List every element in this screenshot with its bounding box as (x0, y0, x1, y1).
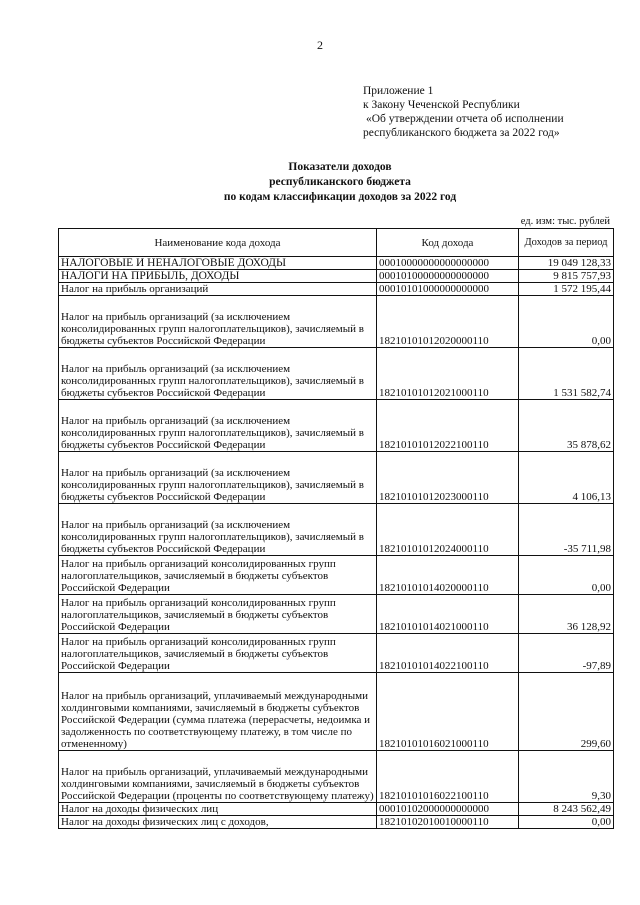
row-code: 18210101012021000110 (377, 348, 519, 400)
row-value: 36 128,92 (519, 595, 614, 634)
table-header-row (59, 229, 614, 257)
row-name: Налог на прибыль организаций, уплачиваемый международными холдинговыми компаниями, зачисляемый в бюджеты субъектов Российской Федерации (проценты по соответствующему платежу) (59, 751, 377, 803)
row-value: 0,00 (519, 816, 614, 829)
table-row (59, 634, 614, 673)
row-name: Налог на прибыль организаций (59, 283, 377, 296)
row-code: 18210102010010000110 (377, 816, 519, 829)
row-name: Налог на прибыль организаций (за исключением консолидированных групп налогоплательщиков), зачисляемый в бюджеты субъектов Российской Федерации (59, 452, 377, 504)
row-value: 35 878,62 (519, 400, 614, 452)
row-value: 9,30 (519, 751, 614, 803)
table-row (59, 816, 614, 829)
row-name: Налог на прибыль организаций, уплачиваемый международными холдинговыми компаниями, зачисляемый в бюджеты субъектов Российской Федерации (сумма платежа (перерасчеты, недоимка и задолженность по соответствующему платежу, в том числе по отмененному) (59, 673, 377, 751)
table-row (59, 751, 614, 803)
table-row (59, 257, 614, 270)
row-value: 1 531 582,74 (519, 348, 614, 400)
title-line: по кодам классификации доходов за 2022 год (223, 191, 457, 203)
row-name: Налог на прибыль организаций консолидированных групп налогоплательщиков, зачисляемый в бюджеты субъектов Российской Федерации (59, 595, 377, 634)
table-row (59, 400, 614, 452)
row-value: 0,00 (519, 296, 614, 348)
appendix-line: Приложение 1 (363, 85, 434, 97)
row-code: 18210101014022100110 (377, 634, 519, 673)
table-row (59, 348, 614, 400)
header-value: Доходов за период (519, 229, 614, 257)
row-value: -97,89 (519, 634, 614, 673)
table-row (59, 673, 614, 751)
row-name: Налог на прибыль организаций (за исключением консолидированных групп налогоплательщиков), зачисляемый в бюджеты субъектов Российской Федерации (59, 348, 377, 400)
row-name: Налог на доходы физических лиц с доходов, (59, 816, 377, 829)
row-code: 18210101014021000110 (377, 595, 519, 634)
revenue-table (58, 228, 614, 829)
appendix-line: «Об утверждении отчета об исполнении (366, 113, 564, 125)
table-row (59, 803, 614, 816)
table-row (59, 283, 614, 296)
row-value: 9 815 757,93 (519, 270, 614, 283)
row-code: 00010101000000000000 (377, 283, 519, 296)
row-code: 00010102000000000000 (377, 803, 519, 816)
row-name: Налог на доходы физических лиц (59, 803, 377, 816)
row-value: 8 243 562,49 (519, 803, 614, 816)
row-name: Налог на прибыль организаций (за исключением консолидированных групп налогоплательщиков), зачисляемый в бюджеты субъектов Российской Федерации (59, 296, 377, 348)
appendix-note (363, 84, 564, 140)
title-line: республиканского бюджета (269, 176, 411, 188)
row-name: НАЛОГОВЫЕ И НЕНАЛОГОВЫЕ ДОХОДЫ (59, 257, 377, 270)
table-row (59, 270, 614, 283)
table-row (59, 296, 614, 348)
row-value: 19 049 128,33 (519, 257, 614, 270)
table-row (59, 556, 614, 595)
header-code: Код дохода (377, 229, 519, 257)
table-row (59, 595, 614, 634)
appendix-line: к Закону Чеченской Республики (363, 99, 520, 111)
row-value: 1 572 195,44 (519, 283, 614, 296)
row-code: 00010100000000000000 (377, 270, 519, 283)
row-name: НАЛОГИ НА ПРИБЫЛЬ, ДОХОДЫ (59, 270, 377, 283)
row-code: 00010000000000000000 (377, 257, 519, 270)
document-title (0, 160, 640, 205)
row-name: Налог на прибыль организаций (за исключением консолидированных групп налогоплательщиков), зачисляемый в бюджеты субъектов Российской Федерации (59, 400, 377, 452)
row-value: 299,60 (519, 673, 614, 751)
row-code: 18210101012022100110 (377, 400, 519, 452)
row-code: 18210101014020000110 (377, 556, 519, 595)
row-code: 18210101016022100110 (377, 751, 519, 803)
units-label: ед. изм: тыс. рублей (520, 216, 610, 227)
row-code: 18210101012020000110 (377, 296, 519, 348)
row-name: Налог на прибыль организаций (за исключением консолидированных групп налогоплательщиков), зачисляемый в бюджеты субъектов Российской Федерации (59, 504, 377, 556)
row-code: 18210101012023000110 (377, 452, 519, 504)
row-name: Налог на прибыль организаций консолидированных групп налогоплательщиков, зачисляемый в бюджеты субъектов Российской Федерации (59, 634, 377, 673)
page-number: 2 (317, 38, 323, 52)
row-value: 0,00 (519, 556, 614, 595)
row-code: 18210101016021000110 (377, 673, 519, 751)
table-row (59, 452, 614, 504)
table-row (59, 504, 614, 556)
row-value: -35 711,98 (519, 504, 614, 556)
appendix-line: республиканского бюджета за 2022 год» (363, 127, 560, 139)
title-line: Показатели доходов (288, 161, 392, 173)
row-name: Налог на прибыль организаций консолидированных групп налогоплательщиков, зачисляемый в бюджеты субъектов Российской Федерации (59, 556, 377, 595)
row-code: 18210101012024000110 (377, 504, 519, 556)
row-value: 4 106,13 (519, 452, 614, 504)
header-name: Наименование кода дохода (59, 229, 377, 257)
